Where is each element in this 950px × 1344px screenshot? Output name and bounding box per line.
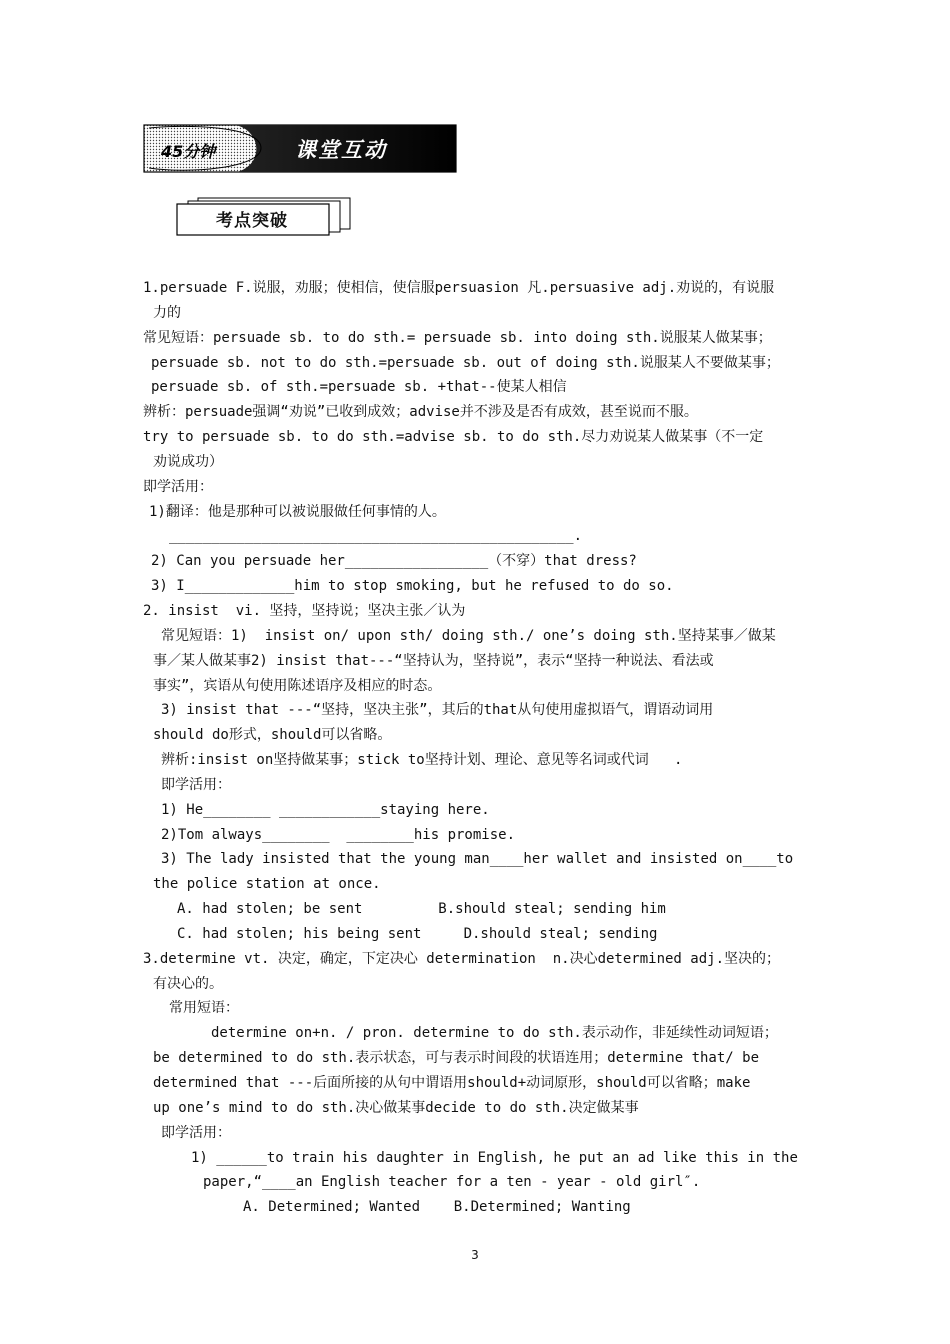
- text-line: 1)翻译：他是那种可以被说服做任何事情的人。: [149, 503, 446, 520]
- text-line: 有决心的。: [153, 975, 223, 992]
- document-body: [143, 276, 813, 1220]
- text-line: 2)Tom always________ ________his promise.: [161, 826, 516, 843]
- text-line: C. had stolen; his being sent D.should steal; sending: [177, 925, 658, 942]
- text-line: 即学活用：: [161, 1124, 231, 1141]
- text-line: 3) The lady insisted that the young man____her wallet and insisted on____to: [161, 851, 794, 868]
- text-line: A. Determined; Wanted B.Determined; Wanting: [243, 1199, 631, 1216]
- text-line: 3) insist that ---“坚持，坚决主张”，其后的that从句使用虚拟语气，谓语动词用: [161, 702, 714, 719]
- text-line: ________________________________________________.: [169, 528, 583, 545]
- section-banner: [143, 124, 459, 174]
- text-line: 3.determine vt. 决定，确定，下定决心 determination n.决心determined adj.坚决的；: [143, 950, 781, 967]
- text-line: 2) Can you persuade her_________________（不穿）that dress?: [151, 553, 637, 570]
- text-line: the police station at once.: [153, 876, 381, 893]
- text-line: 劝说成功）: [153, 453, 223, 470]
- text-line: persuade sb. not to do sth.=persuade sb. out of doing sth.说服某人不要做某事；: [151, 354, 780, 371]
- text-line: persuade sb. of sth.=persuade sb. +that--使某人相信: [151, 379, 567, 396]
- text-line: determined that ---后面所接的从句中谓语用should+动词原形，should可以省略；make: [153, 1075, 751, 1091]
- text-line: be determined to do sth.表示状态，可与表示时间段的状语连用；determine that/ be: [153, 1050, 760, 1067]
- text-line: 力的: [153, 304, 181, 321]
- subsection-title: 考点突破: [216, 210, 288, 231]
- text-line: try to persuade sb. to do sth.=advise sb. to do sth.尽力劝说某人做某事（不一定: [143, 429, 764, 446]
- text-line: should do形式，should可以省略。: [153, 727, 392, 744]
- text-line: 常见短语：persuade sb. to do sth.= persuade sb. into doing sth.说服某人做某事；: [143, 329, 772, 346]
- section-title: 课堂互动: [295, 137, 387, 162]
- text-line: 1) He________ ____________staying here.: [161, 801, 490, 818]
- minutes-label: 45分钟: [161, 142, 216, 161]
- text-line: determine on+n. / pron. determine to do sth.表示动作，非延续性动词短语；: [211, 1025, 778, 1042]
- text-line: 事实”，宾语从句使用陈述语序及相应的时态。: [153, 677, 442, 694]
- text-line: 1) ______to train his daughter in English, he put an ad like this in the: [191, 1149, 798, 1166]
- text-line: 即学活用：: [161, 776, 231, 793]
- text-line: 3) I_____________him to stop smoking, but he refused to do so.: [151, 578, 674, 595]
- text-line: paper,“____an English teacher for a ten - year - old girl″.: [203, 1174, 701, 1191]
- text-line: A. had stolen; be sent B.should steal; sending him: [177, 901, 666, 918]
- page-number: 3: [471, 1248, 479, 1262]
- text-line: 辨析:insist on坚持做某事；stick to坚持计划、理论、意见等名词或代词 .: [161, 752, 683, 769]
- text-line: 常用短语：: [169, 1000, 239, 1017]
- text-line: 事／某人做某事2) insist that---“坚持认为，坚持说”，表示“坚持一种说法、看法或: [153, 652, 714, 669]
- text-line: 2. insist vi. 坚持，坚持说；坚决主张／认为: [143, 602, 466, 619]
- text-line: 常见短语：1) insist on/ upon sth/ doing sth./ one’s doing sth.坚持某事／做某: [161, 627, 776, 644]
- text-line: up one’s mind to do sth.决心做某事decide to do sth.决定做某事: [153, 1099, 639, 1116]
- subsection-label: [176, 197, 354, 237]
- text-line: 辨析：persuade强调“劝说”已收到成效；advise并不涉及是否有成效，甚至说而不服。: [143, 404, 698, 421]
- text-line: 即学活用：: [143, 478, 213, 495]
- text-line: 1.persuade F.说服，劝服；使相信，使信服persuasion 凡.persuasive adj.劝说的，有说服: [143, 280, 775, 296]
